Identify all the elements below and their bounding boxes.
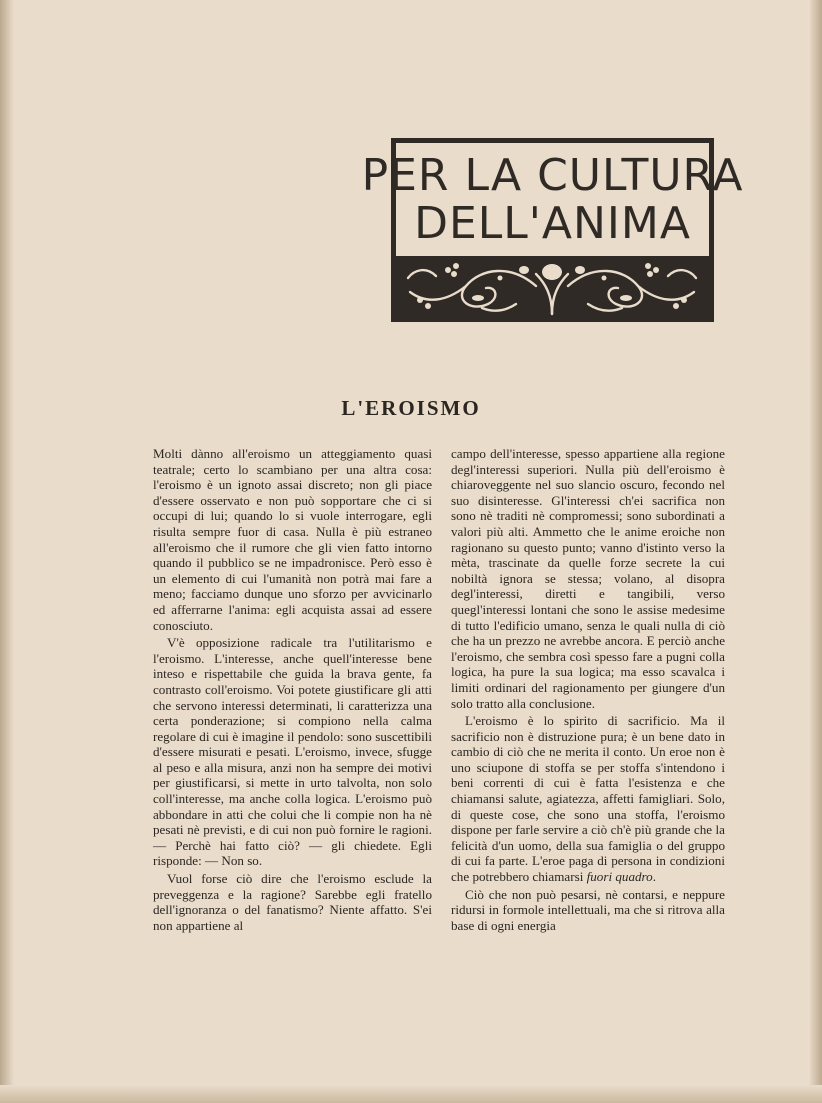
header-line-1: PER LA CULTURA [361, 149, 744, 201]
paragraph: Molti dànno all'eroismo un atteggiamento quasi teatrale; certo lo scambiano per una altra cosa: l'eroismo è un ignoto assai discreto; non gli piace d'essere osservato e non può sopportare che ci si occupi di lui; quando lo si vuole interrogare, egli risulta sempre fuor di casa. Nulla è più estraneo all'eroismo che il rumore che gli vien fatto intorno quando il pubblico se ne impadronisce. Però esso è un elemento di cui l'umanità non potrà mai fare a meno; facciamo dunque uno sforzo per avvicinarlo ed afferrarne l'anima: egli acquista assai ad essere conosciuto. [153, 446, 432, 633]
paragraph [451, 713, 725, 885]
paragraph: V'è opposizione radicale tra l'utilitarismo e l'eroismo. L'interesse, anche quell'interesse bene inteso e rispettabile che guida la brava gente, fa contrasto coll'eroismo. Voi potete giustificare gli atti che servono interessi determinati, li caratterizza una certa ponderazione; si compiono nella calma regolare di cui è imagine il pendolo: sono suscettibili d'essere misurati e pesati. L'eroismo, invece, sfugge al peso e alla misura, anzi non ha sempre dei motivi per giustificarsi, si mette in urto talvolta, non solo coll'interesse, ma anche colla logica. L'eroismo può abbondare in atti che colui che li compie non ha nè pesati nè previsti, e di cui non può fornire le ragioni. — Perchè hai fatto ciò? — gli chiedete. Egli risponde: — Non so. [153, 635, 432, 869]
paragraph: Ciò che non può pesarsi, nè contarsi, e neppure ridursi in formole intellettuali, ma che si ritrova alla base di ogni energia [451, 886, 725, 933]
section-header-woodcut [361, 138, 744, 322]
paragraph-text: L'eroismo è lo spirito di sacrificio. Ma il sacrificio non è distruzione pura; è un bene dato in cambio di ciò che ne merita il conto. Un eroe non è uno sciupone di stoffa se per stoffa s'intendono i beni correnti di cui è fatta l'esistenza e che chiamansi salute, agiatezza, affetti famigliari. Solo, di queste cose, che sono una stoffa, l'eroismo dispone per farle servire a ciò ch'è più grande che la felicità d'un uomo, della sua famiglia o del gruppo di cui fa parte. L'eroe paga di persona in condizioni che potrebbero chiamarsi [451, 713, 725, 885]
paragraph: Vuol forse ciò dire che l'eroismo esclude la preveggenza e la ragione? Sarebbe egli fratello dell'ignoranza o del fanatismo? Niente affatto. S'ei non appartiene al [153, 871, 432, 933]
italic-phrase: fuori quadro [586, 869, 653, 885]
article-title: L'EROISMO [341, 396, 481, 420]
page-edge-right [810, 0, 822, 1103]
floral-ornament-icon [396, 256, 709, 317]
paragraph-end: . [652, 869, 656, 885]
article-column-left [153, 446, 432, 933]
article-column-right [451, 446, 725, 933]
page-edge-left [0, 0, 14, 1103]
header-line-2: DELL'ANIMA [414, 197, 691, 249]
page-edge-bottom [0, 1085, 822, 1103]
header-title-panel [361, 143, 744, 256]
paragraph: campo dell'interesse, spesso appartiene alla regione degl'interessi superiori. Nulla più dell'eroismo è chiaroveggente nel suo slancio oscuro, fecondo nel suo disinteresse. Gl'interessi ch'ei sacrifica non sono nè traditi nè compromessi; sono subordinati a valori più alti. Ammetto che le anime eroiche non ragionano su questo punto; vanno d'istinto verso la mèta, trascinate da quelle forze secrete la cui nobiltà ignora se stessa; volano, al disopra degl'interessi, diretti e tangibili, verso quegl'interessi lontani che sono le assise medesime di tutto l'edificio umano, senza le quali nulla di ciò che ha un prezzo ne avrebbe ancora. E perciò anche l'eroismo, che sembra così spesso fare a pugni colla logica, ha pure la sua logica; ma esso scavalca i limiti ordinari del ragionamento per giungere d'un solo tratto alla conclusione. [451, 446, 725, 711]
